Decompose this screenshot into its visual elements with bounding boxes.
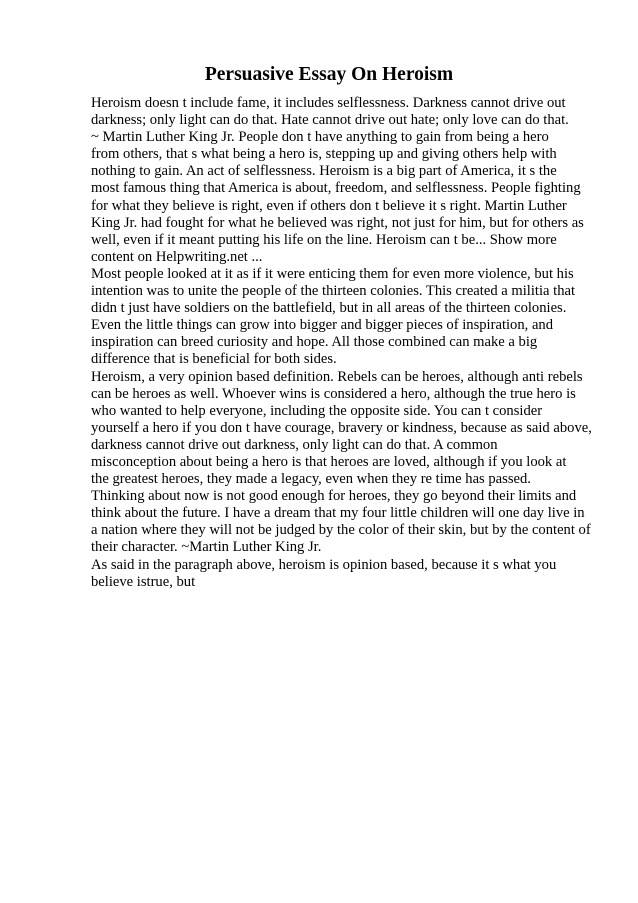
body-line: misconception about being a hero is that heroes are loved, although if you look at xyxy=(91,453,567,470)
body-line: nothing to gain. An act of selflessness. Heroism is a big part of America, it s the xyxy=(91,163,557,180)
body-line: content on Helpwriting.net ... xyxy=(91,248,263,265)
body-line: from others, that s what being a hero is, stepping up and giving others help with xyxy=(91,146,557,163)
body-line: Thinking about now is not good enough for heroes, they go beyond their limits and xyxy=(91,488,577,505)
body-line: ~ Martin Luther King Jr. People don t have anything to gain from being a hero xyxy=(91,129,549,146)
body-line: believe istrue, but xyxy=(91,573,196,590)
body-line: Most people looked at it as if it were enticing them for even more violence, but his xyxy=(91,265,574,282)
body-line: didn t just have soldiers on the battlefield, but in all areas of the thirteen colonies. xyxy=(91,300,567,317)
body-line: Heroism doesn t include fame, it includes selflessness. Darkness cannot drive out xyxy=(91,95,566,111)
document-body xyxy=(91,95,591,591)
body-line: King Jr. had fought for what he believed was right, not just for him, but for others as xyxy=(91,214,584,231)
body-line: inspiration can breed curiosity and hope. All those combined can make a big xyxy=(91,334,538,351)
body-line: can be heroes as well. Whoever wins is considered a hero, although the true hero is xyxy=(91,385,576,402)
body-line: the greatest heroes, they made a legacy, even when they re time has passed. xyxy=(91,471,531,488)
body-line: As said in the paragraph above, heroism is opinion based, because it s what you xyxy=(91,556,557,573)
document-title: Persuasive Essay On Heroism xyxy=(204,64,454,85)
body-line: Heroism, a very opinion based definition. Rebels can be heroes, although anti rebels xyxy=(91,368,583,385)
body-line: their character. ~Martin Luther King Jr. xyxy=(91,539,322,556)
body-line: for what they believe is right, even if others don t believe it s right. Martin Luther xyxy=(91,197,567,214)
body-line: most famous thing that America is about, freedom, and selflessness. People fighting xyxy=(91,180,581,197)
body-line: intention was to unite the people of the thirteen colonies. This created a militia that xyxy=(91,283,576,300)
body-line: difference that is beneficial for both sides. xyxy=(91,351,337,368)
body-line: darkness; only light can do that. Hate cannot drive out hate; only love can do that. xyxy=(91,112,569,129)
body-line: think about the future. I have a dream that my four little children will one day live in xyxy=(91,505,585,522)
body-line: Even the little things can grow into bigger and bigger pieces of inspiration, and xyxy=(91,317,554,334)
body-line: well, even if it meant putting his life on the line. Heroism can t be... Show more xyxy=(91,231,557,248)
body-line: a nation where they will not be judged by the color of their skin, but by the content of xyxy=(91,522,591,539)
body-line: yourself a hero if you don t have courage, bravery or kindness, because as said above, xyxy=(91,419,592,436)
body-line: darkness cannot drive out darkness, only light can do that. A common xyxy=(91,436,498,453)
body-line: who wanted to help everyone, including the opposite side. You can t consider xyxy=(91,402,543,419)
